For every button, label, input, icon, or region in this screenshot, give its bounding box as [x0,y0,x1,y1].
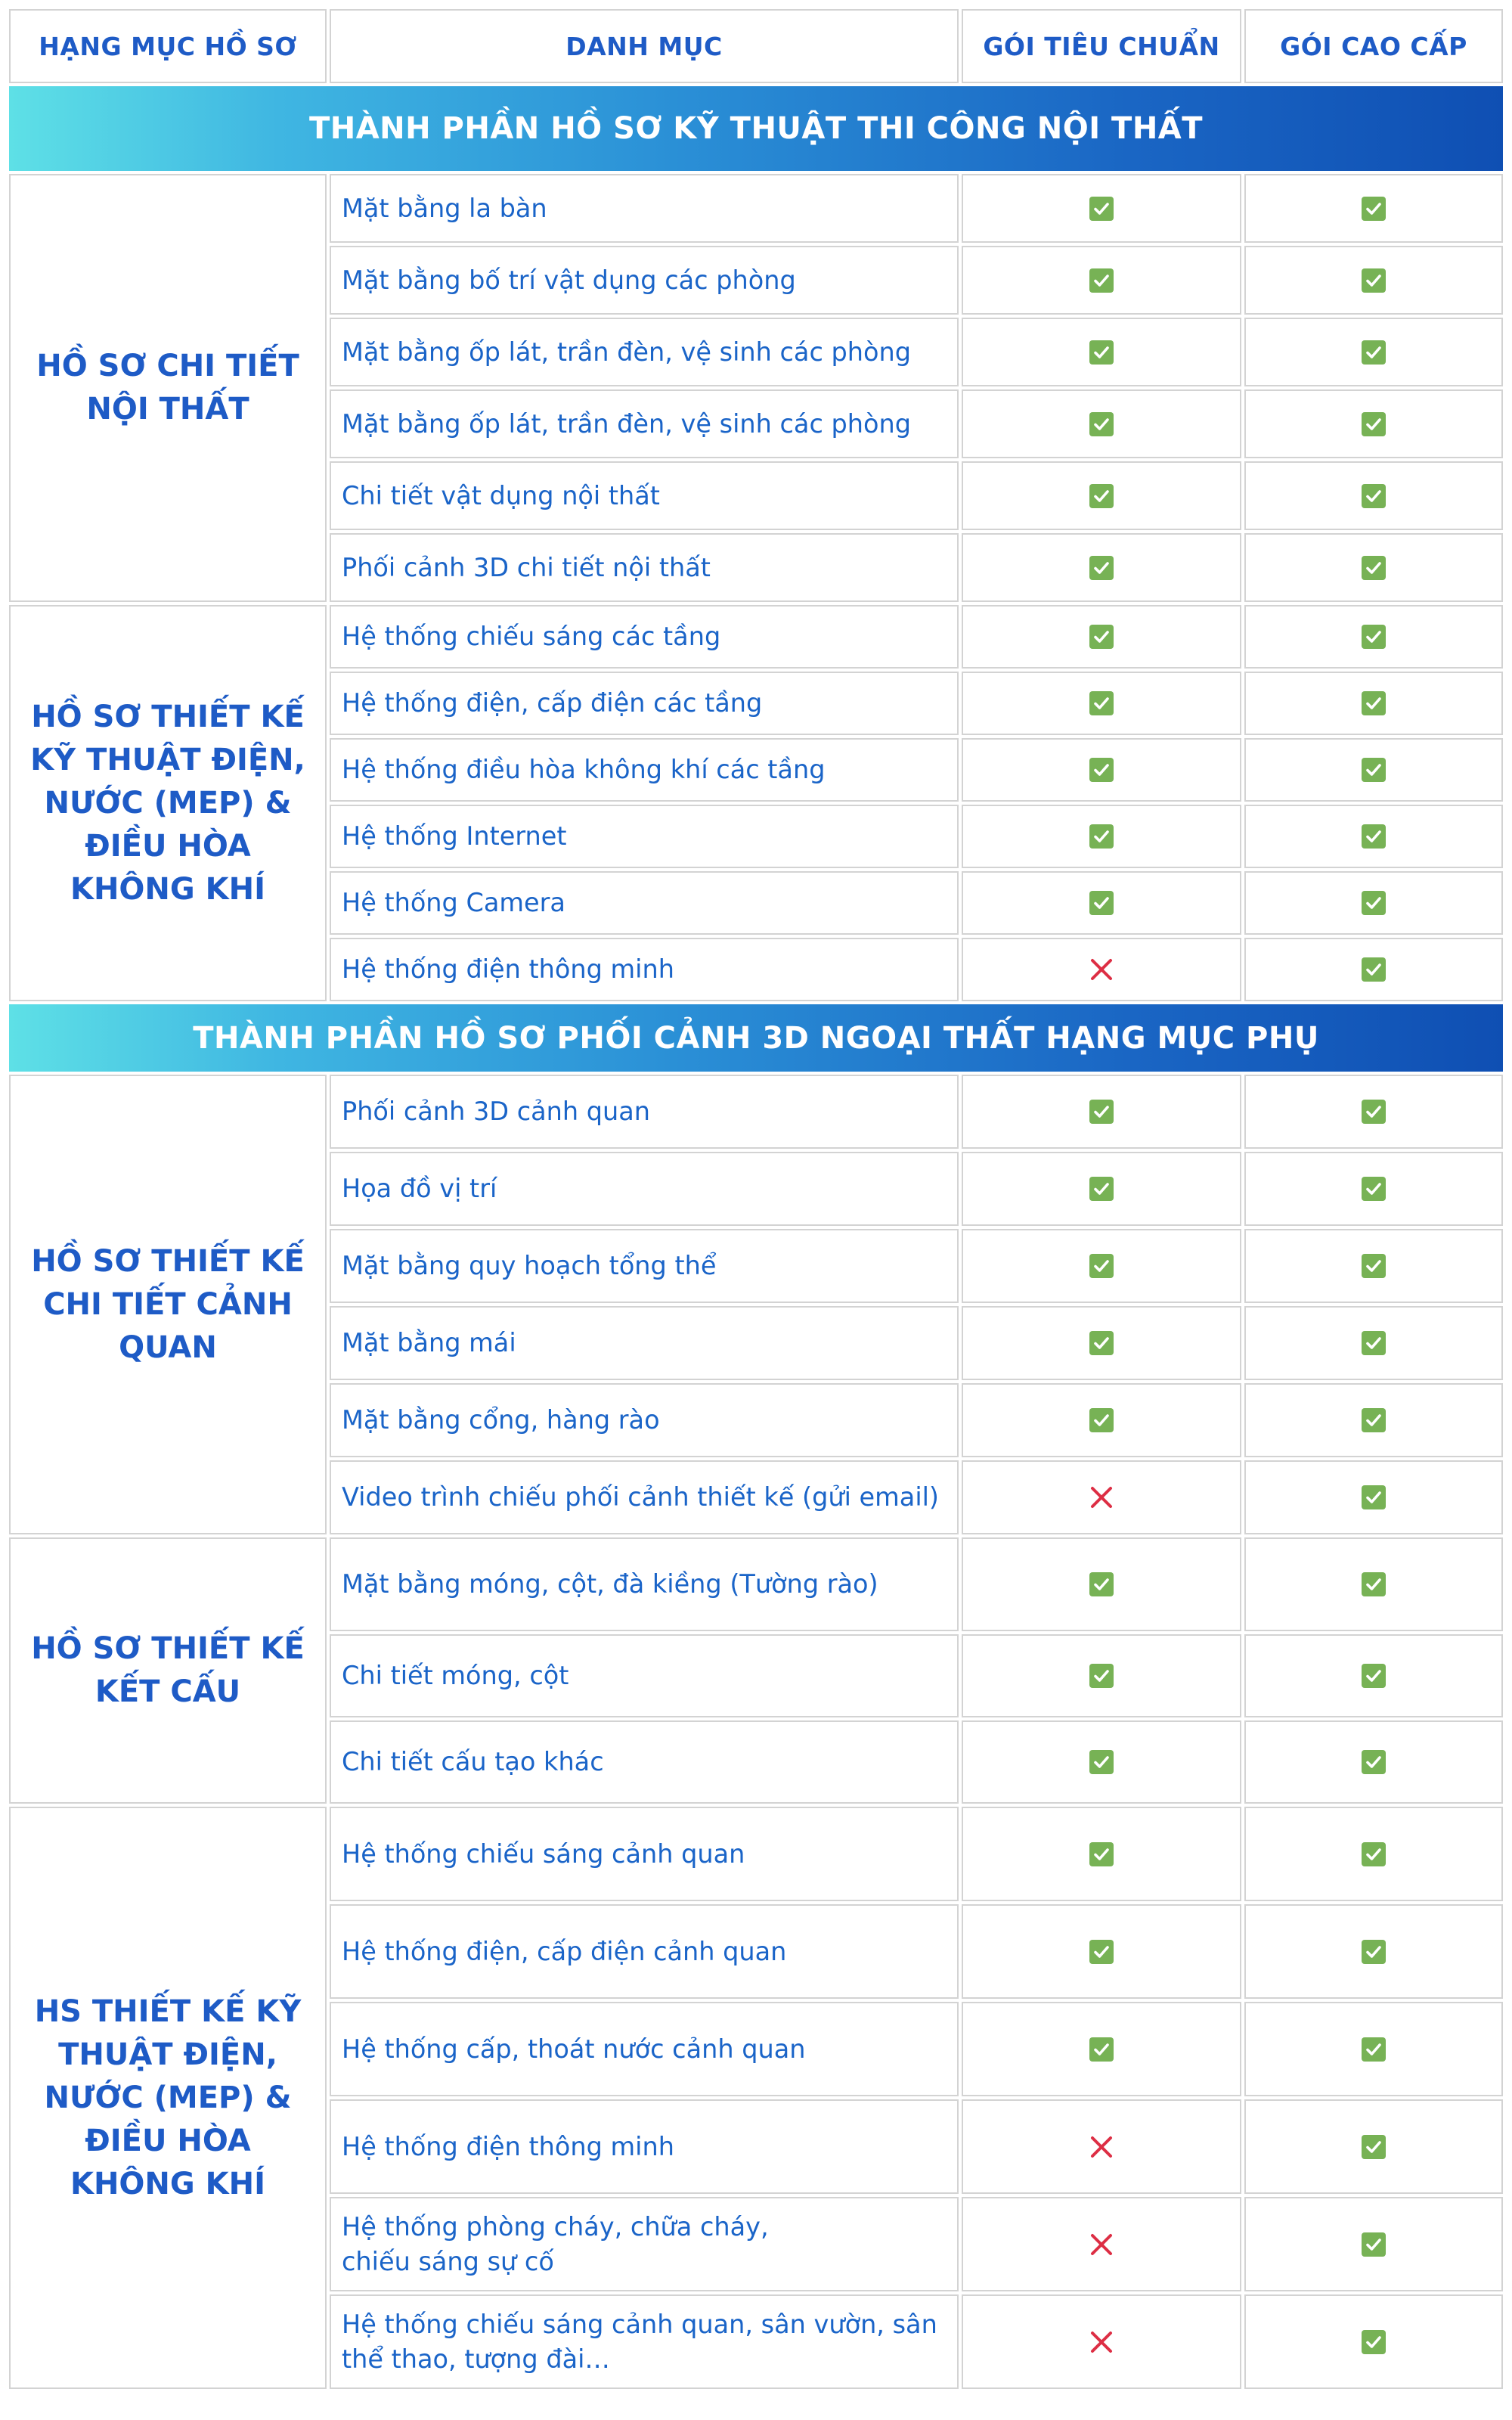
premium-package-cell [1244,738,1503,802]
premium-package-cell [1244,533,1503,602]
premium-package-cell [1244,1904,1503,1999]
check-icon [1362,1100,1386,1124]
premium-package-cell [1244,246,1503,315]
check-icon [1362,891,1386,915]
item-label: Hệ thống chiếu sáng các tầng [330,605,959,669]
check-icon [1089,556,1114,580]
standard-package-cell [962,2294,1241,2389]
check-icon [1089,1842,1114,1866]
item-label: Hệ thống chiếu sáng cảnh quan [330,1807,959,1901]
premium-package-cell [1244,938,1503,1001]
premium-package-cell [1244,1075,1503,1149]
item-label: Mặt bằng cổng, hàng rào [330,1383,959,1457]
item-label-line: Hệ thống chiếu sáng cảnh quan, sân vườn, sân [342,2309,937,2339]
standard-package-cell [962,1306,1241,1380]
check-icon [1089,625,1114,649]
premium-package-cell [1244,318,1503,386]
check-icon [1089,2037,1114,2062]
item-label: Hệ thống điện thông minh [330,2099,959,2194]
item-label: Mặt bằng ốp lát, trần đèn, vệ sinh các phòng [330,318,959,386]
premium-package-cell [1244,2197,1503,2291]
check-icon [1362,1177,1386,1201]
check-icon [1362,556,1386,580]
item-label [330,2294,959,2389]
standard-package-cell [962,672,1241,735]
standard-package-cell [962,1383,1241,1457]
cross-icon [1088,956,1115,983]
check-icon [1362,1254,1386,1278]
check-icon [1362,758,1386,782]
premium-package-cell [1244,805,1503,868]
premium-package-cell [1244,1634,1503,1717]
premium-package-cell [1244,1383,1503,1457]
pricing-table [9,9,1503,2411]
check-icon [1362,1842,1386,1866]
check-icon [1362,1408,1386,1432]
premium-package-cell [1244,1537,1503,1631]
item-label: Họa đồ vị trí [330,1152,959,1226]
group-name: HỒ SƠ CHI TIẾT NỘI THẤT [9,174,327,602]
cross-icon [1088,2231,1115,2258]
check-icon [1362,340,1386,365]
check-icon [1362,1940,1386,1964]
check-icon [1362,197,1386,221]
item-label-line: thể thao, tượng đài… [342,2344,610,2374]
check-icon [1089,484,1114,508]
item-label: Hệ thống điện thông minh [330,938,959,1001]
premium-package-cell [1244,2294,1503,2389]
cross-icon [1088,1484,1115,1511]
check-icon [1089,1940,1114,1964]
standard-package-cell [962,533,1241,602]
check-icon [1362,412,1386,436]
check-icon [1362,1485,1386,1509]
item-label: Mặt bằng mái [330,1306,959,1380]
standard-package-cell [962,871,1241,935]
item-label: Phối cảnh 3D chi tiết nội thất [330,533,959,602]
check-icon [1089,340,1114,365]
check-icon [1089,1664,1114,1688]
check-icon [1362,1664,1386,1688]
check-icon [1362,691,1386,715]
item-label: Hệ thống Camera [330,871,959,935]
item-label: Mặt bằng ốp lát, trần đèn, vệ sinh các phòng [330,389,959,458]
check-icon [1089,1408,1114,1432]
item-label: Mặt bằng móng, cột, đà kiềng (Tường rào) [330,1537,959,1631]
item-label-line: chiếu sáng sự cố [342,2246,554,2276]
check-icon [1089,891,1114,915]
check-icon [1362,824,1386,849]
standard-package-cell [962,174,1241,243]
standard-package-cell [962,2099,1241,2194]
check-icon [1089,197,1114,221]
check-icon [1089,1100,1114,1124]
premium-package-cell [1244,1306,1503,1380]
check-icon [1362,2037,1386,2062]
check-icon [1362,625,1386,649]
standard-package-cell [962,605,1241,669]
item-label: Mặt bằng bố trí vật dụng các phòng [330,246,959,315]
standard-package-cell [962,318,1241,386]
premium-package-cell [1244,1720,1503,1804]
cross-icon [1088,2328,1115,2356]
standard-package-cell [962,1229,1241,1303]
standard-package-cell [962,1807,1241,1901]
item-label: Mặt bằng la bàn [330,174,959,243]
header-standard-package: GÓI TIÊU CHUẨN [962,9,1241,83]
premium-package-cell [1244,1460,1503,1534]
item-label: Hệ thống điện, cấp điện các tầng [330,672,959,735]
check-icon [1089,1572,1114,1596]
check-icon [1089,412,1114,436]
check-icon [1362,268,1386,293]
item-label-line: Hệ thống phòng cháy, chữa cháy, [342,2211,769,2242]
item-label: Chi tiết móng, cột [330,1634,959,1717]
standard-package-cell [962,1720,1241,1804]
premium-package-cell [1244,1807,1503,1901]
cross-icon [1088,2133,1115,2161]
premium-package-cell [1244,1229,1503,1303]
standard-package-cell [962,805,1241,868]
section-title: THÀNH PHẦN HỒ SƠ KỸ THUẬT THI CÔNG NỘI THẤT [9,86,1503,171]
item-label: Mặt bằng quy hoạch tổng thể [330,1229,959,1303]
premium-package-cell [1244,2002,1503,2096]
group-name: HỒ SƠ THIẾT KẾ KỸ THUẬT ĐIỆN, NƯỚC (MEP) & ĐIỀU HÒA KHÔNG KHÍ [9,605,327,1001]
check-icon [1362,1750,1386,1774]
item-label: Chi tiết vật dụng nội thất [330,461,959,530]
standard-package-cell [962,738,1241,802]
header-category: HẠNG MỤC HỒ SƠ [9,9,327,83]
premium-package-cell [1244,1152,1503,1226]
item-label: Video trình chiếu phối cảnh thiết kế (gửi email) [330,1460,959,1534]
check-icon [1362,957,1386,982]
check-icon [1089,1254,1114,1278]
group-name: HỒ SƠ THIẾT KẾ KẾT CẤU [9,1537,327,1804]
standard-package-cell [962,938,1241,1001]
standard-package-cell [962,1537,1241,1631]
premium-package-cell [1244,871,1503,935]
header-item: DANH MỤC [330,9,959,83]
item-label: Hệ thống điện, cấp điện cảnh quan [330,1904,959,1999]
premium-package-cell [1244,2099,1503,2194]
premium-package-cell [1244,461,1503,530]
check-icon [1089,824,1114,849]
check-icon [1089,758,1114,782]
check-icon [1089,1331,1114,1355]
standard-package-cell [962,2197,1241,2291]
check-icon [1089,1177,1114,1201]
item-label: Hệ thống cấp, thoát nước cảnh quan [330,2002,959,2096]
standard-package-cell [962,389,1241,458]
standard-package-cell [962,1075,1241,1149]
standard-package-cell [962,1904,1241,1999]
premium-package-cell [1244,174,1503,243]
group-name: HỒ SƠ THIẾT KẾ CHI TIẾT CẢNH QUAN [9,1075,327,1534]
check-icon [1089,1750,1114,1774]
check-icon [1362,484,1386,508]
standard-package-cell [962,1152,1241,1226]
standard-package-cell [962,1460,1241,1534]
header-premium-package: GÓI CAO CẤP [1244,9,1503,83]
check-icon [1362,1331,1386,1355]
premium-package-cell [1244,605,1503,669]
check-icon [1362,2330,1386,2354]
check-icon [1362,2232,1386,2257]
item-label: Chi tiết cấu tạo khác [330,1720,959,1804]
check-icon [1089,691,1114,715]
standard-package-cell [962,1634,1241,1717]
check-icon [1362,2135,1386,2159]
check-icon [1362,1572,1386,1596]
premium-package-cell [1244,389,1503,458]
standard-package-cell [962,246,1241,315]
item-label: Phối cảnh 3D cảnh quan [330,1075,959,1149]
standard-package-cell [962,461,1241,530]
standard-package-cell [962,2002,1241,2096]
group-name: HS THIẾT KẾ KỸ THUẬT ĐIỆN, NƯỚC (MEP) & ĐIỀU HÒA KHÔNG KHÍ [9,1807,327,2389]
item-label: Hệ thống điều hòa không khí các tầng [330,738,959,802]
item-label: Hệ thống Internet [330,805,959,868]
item-label [330,2197,959,2291]
section-title: THÀNH PHẦN HỒ SƠ PHỐI CẢNH 3D NGOẠI THẤT HẠNG MỤC PHỤ [9,1004,1503,1072]
premium-package-cell [1244,672,1503,735]
check-icon [1089,268,1114,293]
